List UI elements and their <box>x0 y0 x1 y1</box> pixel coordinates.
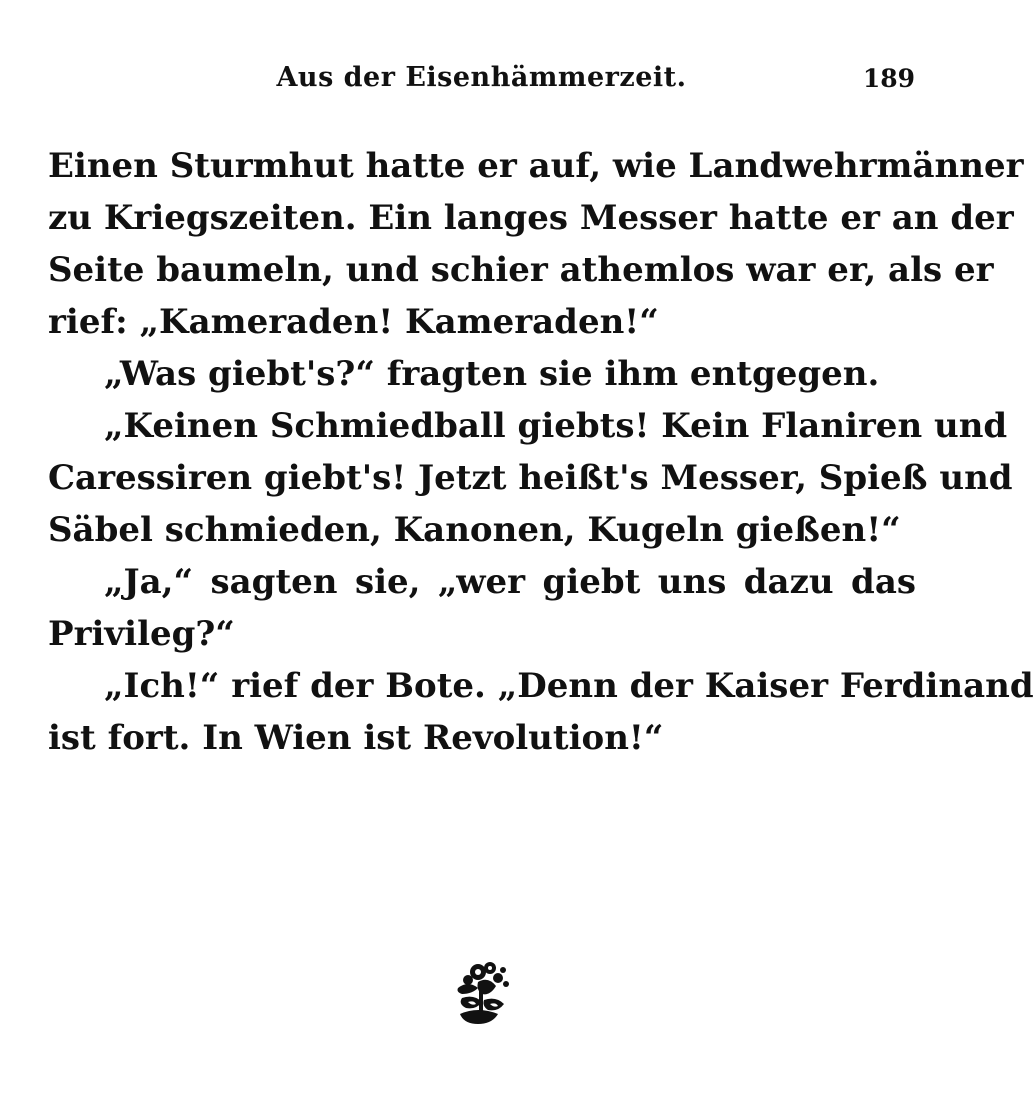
page-number: 189 <box>862 64 915 93</box>
text-line: zu Kriegszeiten. Ein langes Messer hatte er an der <box>48 198 1014 238</box>
text-line: „Ja,“ sagten sie, „wer giebt uns dazu das <box>104 562 916 602</box>
body-text <box>48 140 1034 764</box>
text-line: Seite baumeln, und schier athemlos war er, als er <box>48 250 994 290</box>
text-line: rief: „Kameraden! Kameraden!“ <box>48 302 659 342</box>
text-line: Säbel schmieden, Kanonen, Kugeln gießen!“ <box>48 510 901 550</box>
text-line: ist fort. In Wien ist Revolution!“ <box>48 718 664 758</box>
text-line: „Keinen Schmiedball giebts! Kein Flaniren und <box>104 406 1008 446</box>
running-title: Aus der Eisenhämmerzeit. <box>276 62 687 93</box>
text-line: Caressiren giebt's! Jetzt heißt's Messer, Spieß und <box>48 458 1013 498</box>
running-head <box>48 62 915 102</box>
text-line: „Was giebt's?“ fragten sie ihm entgegen. <box>104 354 880 394</box>
text-line: Einen Sturmhut hatte er auf, wie Landwehrmänner <box>48 146 1024 186</box>
text-line: „Ich!“ rief der Bote. „Denn der Kaiser Ferdinand <box>104 666 1034 706</box>
text-line: Privileg?“ <box>48 614 235 654</box>
floral-vignette-icon <box>448 958 516 1028</box>
